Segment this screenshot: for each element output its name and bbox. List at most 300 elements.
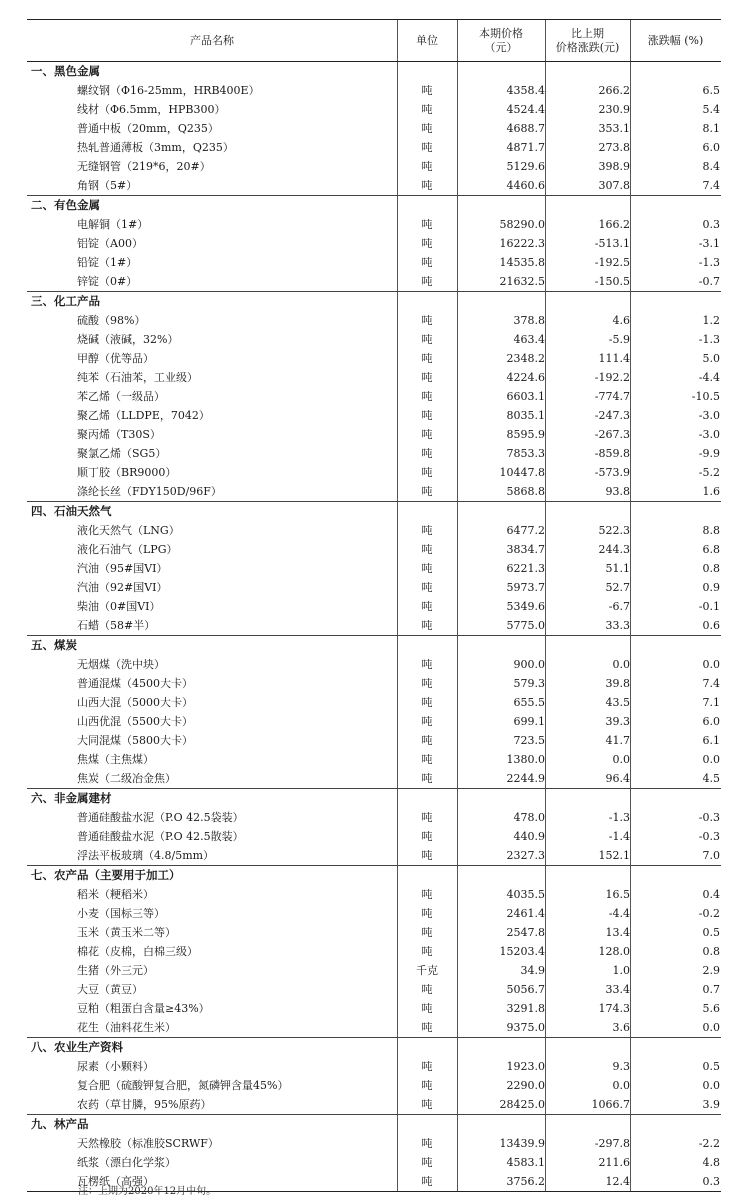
product-name: 浮法平板玻璃（4.8/5mm） (77, 849, 215, 862)
percent-cell: 0.0 (702, 1079, 720, 1092)
change-cell: 33.4 (605, 983, 630, 996)
percent-cell: 7.0 (702, 849, 720, 862)
change-cell: 230.9 (598, 103, 630, 116)
percent-cell: -0.1 (698, 600, 720, 613)
change-cell: 39.8 (605, 677, 630, 690)
product-name: 螺纹钢（Φ16-25mm，HRB400E） (77, 84, 260, 97)
unit-cell: 吨 (421, 333, 433, 346)
price-cell: 2348.2 (506, 352, 545, 365)
header-current-price-line2: （元） (484, 40, 518, 54)
price-cell: 7853.3 (506, 447, 545, 460)
price-table (27, 19, 721, 1192)
unit-cell: 吨 (421, 141, 433, 154)
change-cell: 244.3 (598, 543, 630, 556)
table-row (27, 387, 721, 406)
unit-cell: 吨 (421, 466, 433, 479)
percent-cell: 6.0 (702, 715, 720, 728)
unit-cell: 吨 (421, 811, 433, 824)
change-cell: -150.5 (594, 275, 630, 288)
product-name: 焦炭（二级冶金焦） (77, 772, 176, 785)
price-cell: 699.1 (513, 715, 545, 728)
category-title: 七、农产品（主要用于加工） (31, 868, 181, 882)
table-row (27, 349, 721, 368)
unit-cell: 吨 (421, 1156, 433, 1169)
percent-cell: 7.4 (702, 677, 720, 690)
percent-cell: 0.5 (702, 1060, 720, 1073)
table-row (27, 578, 721, 597)
price-cell: 378.8 (513, 314, 545, 327)
price-cell: 4524.4 (506, 103, 545, 116)
table-row (27, 750, 721, 769)
price-cell: 10447.8 (499, 466, 545, 479)
change-cell: -1.3 (608, 811, 630, 824)
category-row (27, 788, 721, 808)
percent-cell: 0.3 (702, 218, 720, 231)
change-cell: -192.5 (594, 256, 630, 269)
percent-cell: 1.6 (702, 485, 720, 498)
category-title: 五、煤炭 (31, 638, 77, 652)
price-cell: 6603.1 (506, 390, 545, 403)
percent-cell: 0.9 (702, 581, 720, 594)
change-cell: -5.9 (608, 333, 630, 346)
percent-cell: 7.4 (702, 179, 720, 192)
table-row (27, 980, 721, 999)
product-name: 铅锭（1#） (77, 256, 138, 269)
product-name: 柴油（0#国VI） (77, 600, 161, 613)
percent-cell: 8.4 (702, 160, 720, 173)
price-cell: 4871.7 (506, 141, 545, 154)
product-name: 甲醇（优等品） (77, 352, 154, 365)
product-name: 农药（草甘膦，95%原药） (77, 1098, 212, 1111)
product-name: 硫酸（98%） (77, 314, 146, 327)
product-name: 生猪（外三元） (77, 964, 154, 977)
change-cell: 152.1 (598, 849, 630, 862)
change-cell: 353.1 (598, 122, 630, 135)
price-cell: 4460.6 (506, 179, 545, 192)
table-row (27, 808, 721, 827)
price-cell: 5973.7 (506, 581, 545, 594)
table-row (27, 81, 721, 100)
price-cell: 15203.4 (499, 945, 545, 958)
table-row (27, 559, 721, 578)
unit-cell: 吨 (421, 1137, 433, 1150)
unit-cell: 吨 (421, 907, 433, 920)
table-row (27, 272, 721, 291)
unit-cell: 吨 (421, 562, 433, 575)
unit-cell: 吨 (421, 830, 433, 843)
product-name: 花生（油料花生米） (77, 1021, 176, 1034)
percent-cell: 0.0 (702, 753, 720, 766)
category-row (27, 635, 721, 655)
category-title: 四、石油天然气 (31, 504, 112, 518)
change-cell: 41.7 (605, 734, 630, 747)
product-name: 铝锭（A00） (77, 237, 143, 250)
percent-cell: -0.3 (698, 830, 720, 843)
product-name: 锌锭（0#） (77, 275, 138, 288)
percent-cell: 6.0 (702, 141, 720, 154)
product-name: 液化天然气（LNG） (77, 524, 180, 537)
change-cell: 93.8 (605, 485, 630, 498)
table-row (27, 330, 721, 349)
percent-cell: 7.1 (702, 696, 720, 709)
unit-cell: 吨 (421, 619, 433, 632)
percent-cell: -3.0 (698, 409, 720, 422)
table-row (27, 1153, 721, 1172)
product-name: 普通中板（20mm，Q235） (77, 122, 219, 135)
change-cell: -267.3 (594, 428, 630, 441)
product-name: 无烟煤（洗中块） (77, 658, 165, 671)
change-cell: 33.3 (605, 619, 630, 632)
percent-cell: 8.1 (702, 122, 720, 135)
unit-cell: 吨 (421, 926, 433, 939)
percent-cell: -10.5 (691, 390, 720, 403)
unit-cell: 吨 (421, 485, 433, 498)
change-cell: 43.5 (605, 696, 630, 709)
unit-cell: 吨 (421, 677, 433, 690)
table-row (27, 923, 721, 942)
price-cell: 5775.0 (506, 619, 545, 632)
table-row (27, 904, 721, 923)
table-row (27, 769, 721, 788)
unit-cell: 吨 (421, 772, 433, 785)
product-name: 聚氯乙烯（SG5） (77, 447, 167, 460)
percent-cell: 6.8 (702, 543, 720, 556)
price-cell: 9375.0 (506, 1021, 545, 1034)
change-cell: 307.8 (598, 179, 630, 192)
percent-cell: -0.2 (698, 907, 720, 920)
change-cell: -297.8 (594, 1137, 630, 1150)
unit-cell: 吨 (421, 1021, 433, 1034)
price-cell: 3756.2 (506, 1175, 545, 1188)
product-name: 角钢（5#） (77, 179, 138, 192)
table-row (27, 406, 721, 425)
category-row (27, 501, 721, 521)
percent-cell: 5.0 (702, 352, 720, 365)
unit-cell: 吨 (421, 581, 433, 594)
change-cell: -513.1 (594, 237, 630, 250)
product-name: 普通混煤（4500大卡） (77, 677, 193, 690)
change-cell: -573.9 (594, 466, 630, 479)
price-cell: 28425.0 (499, 1098, 545, 1111)
product-name: 大同混煤（5800大卡） (77, 734, 193, 747)
change-cell: -774.7 (594, 390, 630, 403)
product-name: 普通硅酸盐水泥（P.O 42.5散装） (77, 830, 244, 843)
percent-cell: 0.0 (702, 658, 720, 671)
percent-cell: -1.3 (698, 256, 720, 269)
unit-cell: 吨 (421, 888, 433, 901)
table-row (27, 1134, 721, 1153)
percent-cell: 0.7 (702, 983, 720, 996)
table-row (27, 731, 721, 750)
category-row (27, 1114, 721, 1134)
unit-cell: 吨 (421, 715, 433, 728)
product-name: 电解铜（1#） (77, 218, 149, 231)
category-row (27, 291, 721, 311)
percent-cell: 0.8 (702, 945, 720, 958)
percent-cell: -5.2 (698, 466, 720, 479)
price-cell: 8595.9 (506, 428, 545, 441)
percent-cell: 0.4 (702, 888, 720, 901)
unit-cell: 吨 (421, 1002, 433, 1015)
unit-cell: 吨 (421, 1098, 433, 1111)
product-name: 纸浆（漂白化学浆） (77, 1156, 176, 1169)
table-row (27, 1095, 721, 1114)
change-cell: 398.9 (598, 160, 630, 173)
price-cell: 4035.5 (506, 888, 545, 901)
price-cell: 16222.3 (499, 237, 545, 250)
change-cell: 1066.7 (591, 1098, 630, 1111)
unit-cell: 吨 (421, 734, 433, 747)
price-cell: 723.5 (513, 734, 545, 747)
change-cell: 522.3 (598, 524, 630, 537)
percent-cell: 8.8 (702, 524, 720, 537)
percent-cell: -9.9 (698, 447, 720, 460)
unit-cell: 吨 (421, 524, 433, 537)
product-name: 玉米（黄玉米二等） (77, 926, 176, 939)
price-cell: 440.9 (513, 830, 545, 843)
footnote: 注：上期为2020年12月中旬。 (78, 1186, 217, 1197)
category-title: 一、黑色金属 (31, 64, 100, 78)
percent-cell: 6.5 (702, 84, 720, 97)
table-row (27, 655, 721, 674)
product-name: 复合肥（硫酸钾复合肥，氮磷钾含量45%） (77, 1079, 289, 1092)
table-row (27, 999, 721, 1018)
table-row (27, 885, 721, 904)
product-name: 汽油（92#国VI） (77, 581, 168, 594)
change-cell: 52.7 (605, 581, 630, 594)
header-price-change (545, 20, 630, 61)
product-name: 山西大混（5000大卡） (77, 696, 193, 709)
table-row (27, 138, 721, 157)
price-cell: 13439.9 (499, 1137, 545, 1150)
price-cell: 2461.4 (506, 907, 545, 920)
change-cell: 166.2 (598, 218, 630, 231)
price-cell: 2547.8 (506, 926, 545, 939)
unit-cell: 吨 (421, 179, 433, 192)
table-row (27, 693, 721, 712)
header-price-change-line2: 价格涨跌(元) (555, 40, 620, 54)
table-row (27, 712, 721, 731)
unit-cell: 吨 (421, 945, 433, 958)
product-name: 瓦楞纸（高强） (77, 1175, 154, 1188)
product-name: 纯苯（石油苯，工业级） (77, 371, 198, 384)
change-cell: 4.6 (612, 314, 630, 327)
product-name: 石蜡（58#半） (77, 619, 156, 632)
product-name: 天然橡胶（标准胶SCRWF） (77, 1137, 219, 1150)
product-name: 豆粕（粗蛋白含量≥43%） (77, 1002, 210, 1015)
table-row (27, 215, 721, 234)
price-cell: 34.9 (520, 964, 545, 977)
percent-cell: 0.0 (702, 1021, 720, 1034)
price-cell: 2290.0 (506, 1079, 545, 1092)
change-cell: 96.4 (605, 772, 630, 785)
table-row (27, 100, 721, 119)
percent-cell: 5.4 (702, 103, 720, 116)
product-name: 焦煤（主焦煤） (77, 753, 154, 766)
change-cell: 266.2 (598, 84, 630, 97)
unit-cell: 吨 (421, 160, 433, 173)
table-row (27, 521, 721, 540)
percent-cell: -3.0 (698, 428, 720, 441)
percent-cell: -2.2 (698, 1137, 720, 1150)
unit-cell: 吨 (421, 428, 433, 441)
product-name: 汽油（95#国VI） (77, 562, 168, 575)
unit-cell: 吨 (421, 658, 433, 671)
unit-cell: 吨 (421, 600, 433, 613)
unit-cell: 吨 (421, 256, 433, 269)
price-cell: 655.5 (513, 696, 545, 709)
table-row (27, 597, 721, 616)
percent-cell: 4.8 (702, 1156, 720, 1169)
unit-cell: 吨 (421, 849, 433, 862)
percent-cell: 2.9 (702, 964, 720, 977)
table-row (27, 616, 721, 635)
category-title: 二、有色金属 (31, 198, 100, 212)
table-row (27, 425, 721, 444)
change-cell: 174.3 (598, 1002, 630, 1015)
unit-cell: 吨 (421, 753, 433, 766)
price-cell: 900.0 (513, 658, 545, 671)
price-cell: 2327.3 (506, 849, 545, 862)
price-cell: 579.3 (513, 677, 545, 690)
unit-cell: 吨 (421, 543, 433, 556)
unit-cell: 吨 (421, 314, 433, 327)
table-row (27, 119, 721, 138)
unit-cell: 吨 (421, 390, 433, 403)
table-row (27, 444, 721, 463)
table-row (27, 157, 721, 176)
price-cell: 3291.8 (506, 1002, 545, 1015)
header-current-price (457, 20, 545, 61)
percent-cell: -0.7 (698, 275, 720, 288)
change-cell: 16.5 (605, 888, 630, 901)
unit-cell: 吨 (421, 983, 433, 996)
product-name: 顺丁胶（BR9000） (77, 466, 177, 479)
change-cell: 0.0 (612, 658, 630, 671)
header-current-price-line1: 本期价格 (479, 26, 523, 40)
change-cell: -859.8 (594, 447, 630, 460)
category-row (27, 865, 721, 885)
table-row (27, 1076, 721, 1095)
unit-cell: 千克 (416, 964, 438, 977)
price-cell: 3834.7 (506, 543, 545, 556)
price-cell: 5868.8 (506, 485, 545, 498)
table-row (27, 1057, 721, 1076)
unit-cell: 吨 (421, 1060, 433, 1073)
price-cell: 5349.6 (506, 600, 545, 613)
table-row (27, 1018, 721, 1037)
product-name: 聚乙烯（LLDPE，7042） (77, 409, 210, 422)
unit-cell: 吨 (421, 447, 433, 460)
table-row (27, 961, 721, 980)
table-row (27, 827, 721, 846)
price-cell: 6221.3 (506, 562, 545, 575)
change-cell: -6.7 (608, 600, 630, 613)
price-cell: 1923.0 (506, 1060, 545, 1073)
unit-cell: 吨 (421, 1079, 433, 1092)
percent-cell: -4.4 (698, 371, 720, 384)
price-cell: 8035.1 (506, 409, 545, 422)
change-cell: 39.3 (605, 715, 630, 728)
percent-cell: 0.5 (702, 926, 720, 939)
percent-cell: 0.3 (702, 1175, 720, 1188)
product-name: 涤纶长丝（FDY150D/96F） (77, 485, 222, 498)
product-name: 烧碱（液碱，32%） (77, 333, 179, 346)
change-cell: 111.4 (598, 352, 630, 365)
unit-cell: 吨 (421, 122, 433, 135)
category-title: 三、化工产品 (31, 294, 100, 308)
product-name: 棉花（皮棉，白棉三级） (77, 945, 198, 958)
product-name: 苯乙烯（一级品） (77, 390, 165, 403)
category-title: 六、非金属建材 (31, 791, 112, 805)
unit-cell: 吨 (421, 1175, 433, 1188)
unit-cell: 吨 (421, 275, 433, 288)
unit-cell: 吨 (421, 237, 433, 250)
product-name: 山西优混（5500大卡） (77, 715, 193, 728)
header-price-change-line1: 比上期 (571, 26, 604, 40)
price-cell: 4224.6 (506, 371, 545, 384)
category-title: 九、林产品 (31, 1117, 89, 1131)
table-row (27, 942, 721, 961)
product-name: 线材（Φ6.5mm，HPB300） (77, 103, 226, 116)
price-cell: 5056.7 (506, 983, 545, 996)
table-row (27, 674, 721, 693)
change-cell: 3.6 (612, 1021, 630, 1034)
change-cell: 51.1 (605, 562, 630, 575)
change-cell: 1.0 (612, 964, 630, 977)
unit-cell: 吨 (421, 696, 433, 709)
unit-cell: 吨 (421, 218, 433, 231)
category-row (27, 195, 721, 215)
unit-cell: 吨 (421, 409, 433, 422)
change-cell: 0.0 (612, 753, 630, 766)
category-row (27, 1037, 721, 1057)
change-cell: 273.8 (598, 141, 630, 154)
unit-cell: 吨 (421, 103, 433, 116)
change-cell: 128.0 (598, 945, 630, 958)
category-title: 八、农业生产资料 (31, 1040, 123, 1054)
header-unit: 单位 (416, 33, 438, 47)
header-product-name: 产品名称 (190, 33, 234, 47)
percent-cell: -1.3 (698, 333, 720, 346)
product-name: 稻米（粳稻米） (77, 888, 154, 901)
product-name: 无缝钢管（219*6，20#） (77, 160, 211, 173)
price-cell: 14535.8 (499, 256, 545, 269)
percent-cell: 0.6 (702, 619, 720, 632)
table-row (27, 482, 721, 501)
change-cell: 13.4 (605, 926, 630, 939)
product-name: 小麦（国标三等） (77, 907, 165, 920)
price-cell: 6477.2 (506, 524, 545, 537)
change-cell: 211.6 (598, 1156, 630, 1169)
price-cell: 21632.5 (499, 275, 545, 288)
table-row (27, 368, 721, 387)
change-cell: 9.3 (612, 1060, 630, 1073)
change-cell: 12.4 (605, 1175, 630, 1188)
percent-cell: 0.8 (702, 562, 720, 575)
table-row (27, 253, 721, 272)
unit-cell: 吨 (421, 371, 433, 384)
table-row (27, 463, 721, 482)
unit-cell: 吨 (421, 84, 433, 97)
product-name: 热轧普通薄板（3mm，Q235） (77, 141, 234, 154)
product-name: 大豆（黄豆） (77, 983, 143, 996)
percent-cell: -3.1 (698, 237, 720, 250)
change-cell: -192.2 (594, 371, 630, 384)
price-cell: 5129.6 (506, 160, 545, 173)
change-cell: -1.4 (608, 830, 630, 843)
price-cell: 58290.0 (499, 218, 545, 231)
